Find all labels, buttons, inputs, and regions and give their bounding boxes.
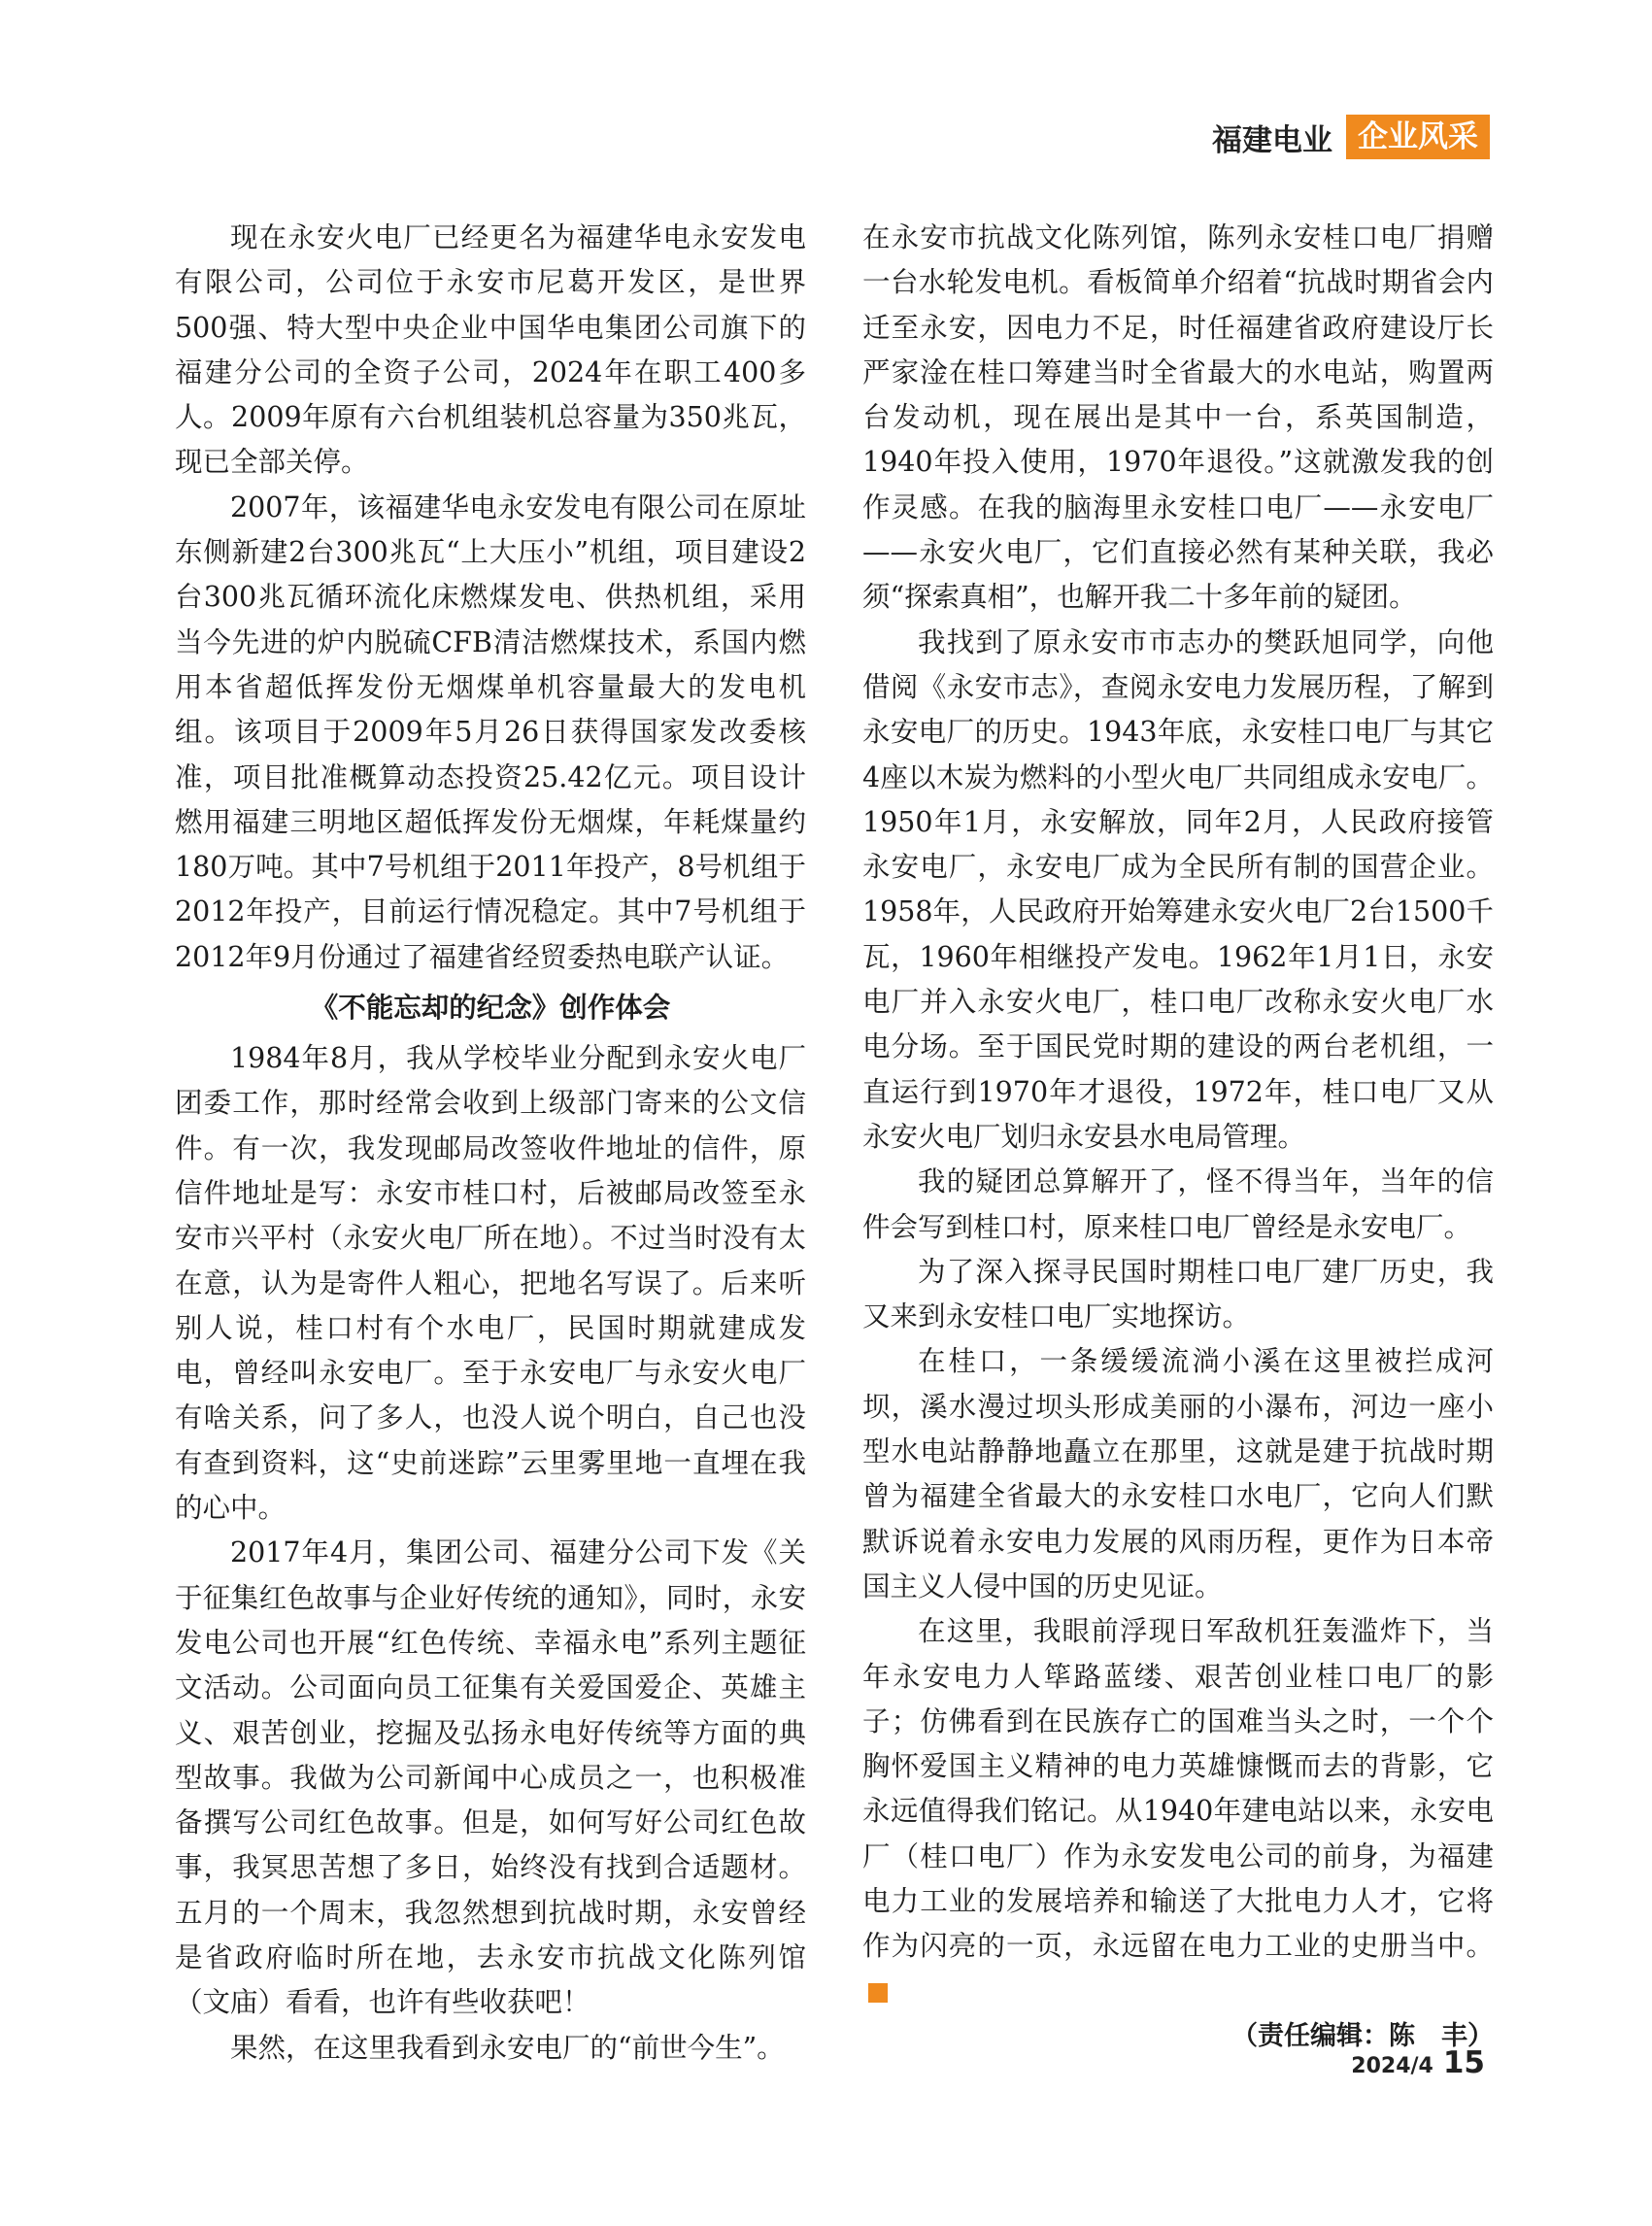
section-badge: 企业风采 bbox=[1346, 115, 1490, 159]
paragraph: 现在永安火电厂已经更名为福建华电永安发电有限公司，公司位于永安市尼葛开发区，是世界500强、特大型中央企业中国华电集团公司旗下的福建分公司的全资子公司，2024年在职工400多人。2009年原有六台机组装机总容量为350兆瓦，现已全部关停。 bbox=[175, 221, 806, 479]
page-number: 15 bbox=[1442, 2045, 1485, 2080]
paragraph: 1984年8月，我从学校毕业分配到永安火电厂团委工作，那时经常会收到上级部门寄来的公文信件。有一次，我发现邮局改签收件地址的信件，原信件地址是写：永安市桂口村，后被邮局改签至永安市兴平村（永安火电厂所在地）。不过当时没有太在意，认为是寄件人粗心，把地名写误了。后来听别人说，桂口村有个水电厂，民国时期就建成发电，曾经叫永安电厂。至于永安电厂与永安火电厂有啥关系，问了多人，也没人说个明白，自己也没有查到资料，这“史前迷踪”云里雾里地一直埋在我的心中。 bbox=[175, 1042, 806, 1525]
page-header bbox=[1212, 115, 1490, 159]
paragraph: 果然，在这里我看到永安电厂的“前世今生”。 bbox=[230, 2031, 785, 2064]
left-column bbox=[175, 216, 806, 2071]
paragraph: 我找到了原永安市市志办的樊跃旭同学，向他借阅《永安市志》，查阅永安电力发展历程，了解到永安电厂的历史。1943年底，永安桂口电厂与其它4座以木炭为燃料的小型火电厂共同组成永安电厂。1950年1月，永安解放，同年2月，人民政府接管永安电厂，永安电厂成为全民所有制的国营企业。1958年，人民政府开始筹建永安火电厂2台1500千瓦，1960年相继投产发电。1962年1月1日，永安电厂并入永安火电厂，桂口电厂改称永安火电厂水电分场。至于国民党时期的建设的两台老机组，一直运行到1970年才退役，1972年，桂口电厂又从永安火电厂划归永安县水电局管理。 bbox=[862, 625, 1494, 1153]
editor-credit: （责任编辑：陈 丰） bbox=[1231, 2020, 1494, 2051]
paragraph-final bbox=[862, 1609, 1494, 2014]
paragraph: 在桂口，一条缓缓流淌小溪在这里被拦成河坝，溪水漫过坝头形成美丽的小瀑布，河边一座小型水电站静静地矗立在那里，这就是建于抗战时期曾为福建全省最大的永安桂口水电厂，它向人们默默诉说着永安电力发展的风雨历程，更作为日本帝国主义人侵中国的历史见证。 bbox=[862, 1345, 1494, 1602]
right-column bbox=[862, 216, 1494, 2059]
paragraph-text: 在这里，我眼前浮现日军敌机狂轰滥炸下，当年永安电力人筚路蓝缕、艰苦创业桂口电厂的影子；仿佛看到在民族存亡的国难当头之时，一个个胸怀爱国主义精神的电力英雄慷慨而去的背影，它永远值得我们铭记。从1940年建电站以来，永安电厂（桂口电厂）作为永安发电公司的前身，为福建电力工业的发展培养和输送了大批电力人才，它将作为闪亮的一页，永远留在电力工业的史册当中。 bbox=[862, 1615, 1494, 1963]
paragraph: 我的疑团总算解开了，怪不得当年，当年的信件会写到桂口村，原来桂口电厂曾经是永安电厂。 bbox=[862, 1165, 1494, 1243]
issue-number: 2024/4 bbox=[1351, 2054, 1433, 2078]
paragraph: 2007年，该福建华电永安发电有限公司在原址东侧新建2台300兆瓦“上大压小”机组，项目建设2台300兆瓦循环流化床燃煤发电、供热机组，采用当今先进的炉内脱硫CFB清洁燃煤技术，系国内燃用本省超低挥发份无烟煤单机容量最大的发电机组。该项目于2009年5月26日获得国家发改委核准，项目批准概算动态投资25.42亿元。项目设计燃用福建三明地区超低挥发份无烟煤，年耗煤量约180万吨。其中7号机组于2011年投产，8号机组于2012年投产，目前运行情况稳定。其中7号机组于2012年9月份通过了福建省经贸委热电联产认证。 bbox=[175, 490, 806, 973]
section-heading: 《不能忘却的纪念》创作体会 bbox=[310, 992, 671, 1025]
magazine-title: 福建电业 bbox=[1212, 122, 1332, 158]
page-footer bbox=[1351, 2045, 1485, 2080]
paragraph: 在永安市抗战文化陈列馆，陈列永安桂口电厂捐赠一台水轮发电机。看板简单介绍着“抗战时期省会内迁至永安，因电力不足，时任福建省政府建设厅长严家淦在桂口筹建当时全省最大的水电站，购置两台发动机，现在展出是其中一台，系英国制造，1940年投入使用，1970年退役。”这就激发我的创作灵感。在我的脑海里永安桂口电厂——永安电厂——永安火电厂，它们直接必然有某种关联，我必须“探索真相”，也解开我二十多年前的疑团。 bbox=[862, 221, 1494, 614]
paragraph: 2017年4月，集团公司、福建分公司下发《关于征集红色故事与企业好传统的通知》，同时，永安发电公司也开展“红色传统、幸福永电”系列主题征文活动。公司面向员工征集有关爱国爱企、英雄主义、艰苦创业，挖掘及弘扬永电好传统等方面的典型故事。我做为公司新闻中心成员之一，也积极准备撰写公司红色故事。但是，如何写好公司红色故事，我冥思苦想了多日，始终没有找到合适题材。五月的一个周末，我忽然想到抗战时期，永安曾经是省政府临时所在地，去永安市抗战文化陈列馆（文庙）看看，也许有些收获吧！ bbox=[175, 1536, 806, 2019]
end-mark-icon bbox=[868, 1983, 888, 2003]
paragraph: 为了深入探寻民国时期桂口电厂建厂历史，我又来到永安桂口电厂实地探访。 bbox=[862, 1255, 1494, 1333]
